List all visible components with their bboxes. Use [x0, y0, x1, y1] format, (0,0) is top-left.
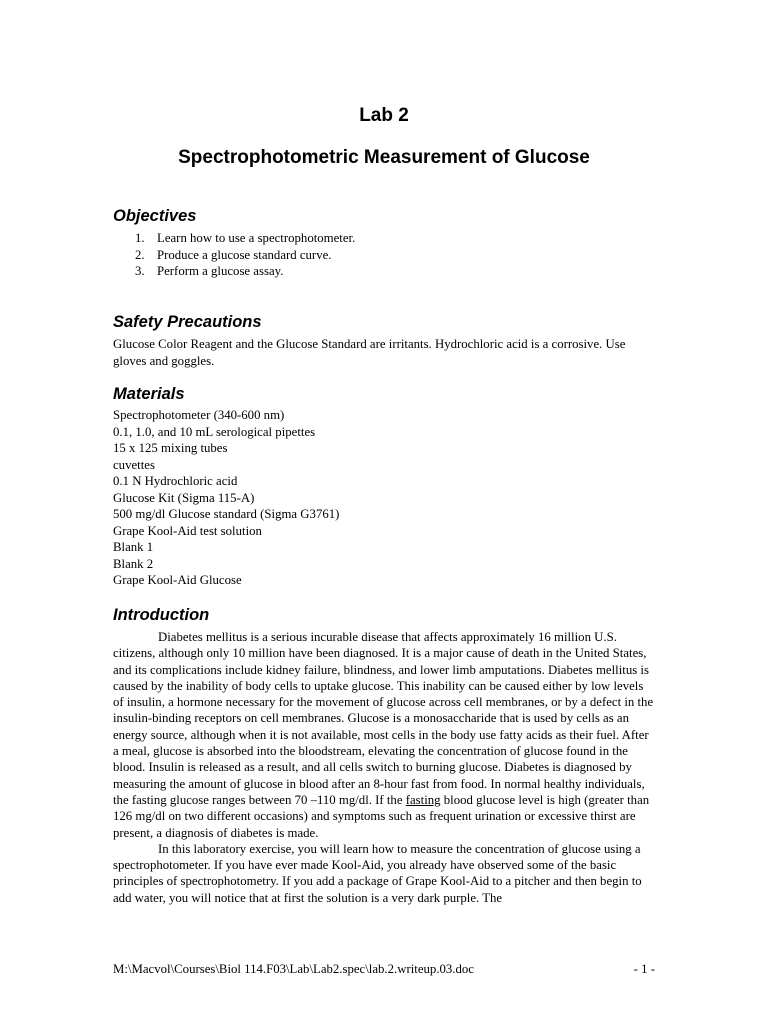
objectives-list: [113, 230, 355, 280]
list-item: Glucose Kit (Sigma 115-A): [113, 490, 255, 505]
list-item: 15 x 125 mixing tubes: [113, 441, 228, 455]
list-item: 500 mg/dl Glucose standard (Sigma G3761): [113, 507, 340, 521]
list-item: Grape Kool-Aid Glucose: [113, 573, 242, 587]
objectives-heading: Objectives: [113, 207, 197, 225]
list-item: Blank 2: [113, 556, 154, 571]
intro-paragraph-1: Diabetes mellitus is a serious incurable disease that affects approximately 16 million U.S. citizens, although only 10 million have been diagnosed. It is a major cause of death in the United States, and its complications include kidney failure, blindness, and lower limb amputations. Diabetes mellitus is caused by the inability of body cells to uptake glucose. This inability can be caused either by low levels of insulin, a hormone necessary for the movement of glucose across cell membranes, or by a defect in the insulin-binding receptors on cell membranes. Glucose is a monosaccharide that is used by cells as an energy source, although when it is not available, most cells in the body use fatty acids as their fuel. After a meal, glucose is absorbed into the bloodstream, elevating the concentration of glucose found in the blood. Insulin is released as a result, and all cells switch to burning glucose. Diabetes is diagnosed by measuring the amount of glucose in blood after an 8-hour fast from food. In normal healthy individuals, the fasting glucose ranges between 70 –110 mg/dl. If the fasting blood glucose level is high (greater than 126 mg/dl on two different occasions) and symptoms such as frequent urination or excessive thirst are present, a diagnosis of diabetes is made.: [113, 630, 654, 840]
list-item: 0.1 N Hydrochloric acid: [113, 474, 238, 488]
lab-number: Lab 2: [359, 105, 409, 126]
list-item: Spectrophotometer (340-600 nm): [113, 408, 285, 422]
intro-paragraph-2: In this laboratory exercise, you will learn how to measure the concentration of glucose using a spectrophotometer. If you have ever made Kool-Aid, you already have observed some of the basic principles of spectrophotometry. If you add a package of Grape Kool-Aid to a pitcher and then begin to add water, you will notice that at first the solution is a very dark purple. The: [113, 841, 642, 905]
introduction-body: [113, 629, 655, 906]
document-title: Spectrophotometric Measurement of Glucose: [178, 147, 590, 168]
safety-heading: Safety Precautions: [113, 313, 262, 331]
materials-list: [113, 407, 339, 589]
safety-text: Glucose Color Reagent and the Glucose Standard are irritants. Hydrochloric acid is a corrosive. Use gloves and goggles.: [113, 337, 626, 368]
list-item: cuvettes: [113, 457, 155, 472]
list-item: 3. Perform a glucose assay.: [135, 264, 284, 278]
footer-page-number: - 1 -: [633, 962, 655, 976]
list-item: 0.1, 1.0, and 10 mL serological pipettes: [113, 424, 316, 439]
list-item: Blank 1: [113, 540, 154, 554]
list-item: 1. Learn how to use a spectrophotometer.: [135, 231, 356, 245]
materials-heading: Materials: [113, 385, 185, 403]
list-item: 2. Produce a glucose standard curve.: [135, 247, 332, 262]
footer-file-path: M:\Macvol\Courses\Biol 114.F03\Lab\Lab2.spec\lab.2.writeup.03.doc: [113, 962, 474, 976]
list-item: Grape Kool-Aid test solution: [113, 523, 262, 538]
introduction-heading: Introduction: [113, 606, 210, 624]
fasting-underlined: fasting: [405, 792, 441, 807]
